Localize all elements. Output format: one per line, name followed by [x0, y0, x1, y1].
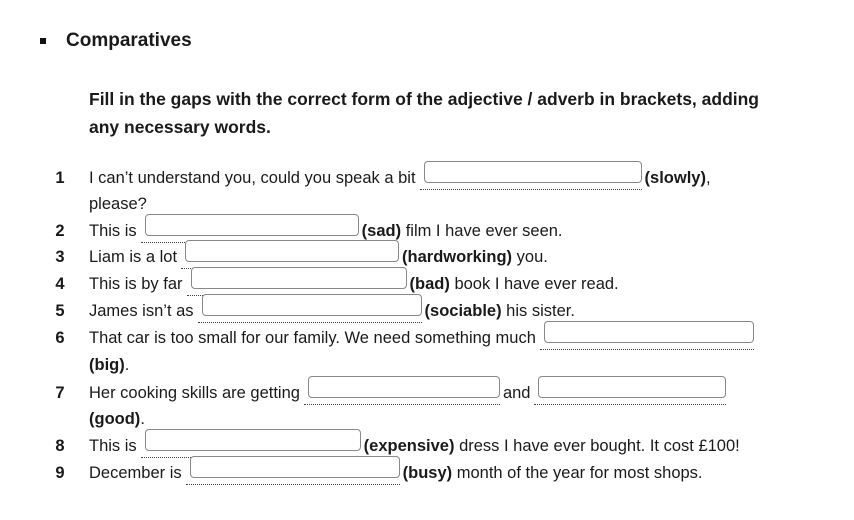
item-text-mid: and	[502, 384, 531, 402]
answer-gap	[186, 462, 400, 485]
answer-input-2[interactable]	[145, 214, 359, 236]
bullet-icon	[40, 38, 46, 44]
item-hint: (busy)	[402, 464, 453, 482]
item-number: 5	[55, 302, 65, 320]
item-number: 9	[55, 464, 65, 482]
answer-input-6[interactable]	[544, 321, 754, 343]
answer-gap	[198, 300, 422, 323]
answer-input-5[interactable]	[202, 294, 422, 316]
item-text: Her cooking skills are getting	[89, 384, 300, 402]
answer-input-1[interactable]	[424, 161, 642, 183]
answer-gap	[304, 382, 500, 405]
item-hint: (big)	[89, 356, 125, 374]
item-text-after: ,	[705, 169, 711, 187]
section-heading	[40, 30, 192, 52]
answer-gap	[420, 167, 642, 190]
answer-input-3[interactable]	[185, 240, 399, 262]
item-text: That car is too small for our family. We need something much	[89, 329, 536, 347]
item-number: 2	[55, 222, 65, 240]
item-number: 8	[55, 437, 65, 455]
item-hint: (sad)	[361, 222, 402, 240]
answer-gap	[540, 327, 754, 350]
item-number: 7	[55, 384, 65, 402]
item-number: 4	[55, 275, 65, 293]
item-text: This is	[89, 437, 137, 455]
section-title: Comparatives	[66, 30, 192, 51]
item-text-after: dress I have ever bought. It cost £100!	[459, 437, 740, 455]
answer-gap	[181, 246, 399, 269]
item-hint: (bad)	[409, 275, 450, 293]
item-number: 1	[55, 169, 65, 187]
item-text-after: book I have ever read.	[454, 275, 619, 293]
item-text: I can’t understand you, could you speak a bit	[89, 169, 416, 187]
answer-input-7a[interactable]	[308, 376, 500, 398]
item-text: Liam is a lot	[89, 248, 178, 266]
item-hint: (good)	[89, 410, 141, 428]
item-text-after: you.	[516, 248, 548, 266]
item-number: 6	[55, 329, 65, 347]
item-text-after: his sister.	[506, 302, 575, 320]
item-text-after: .	[140, 410, 145, 428]
item-text-after: month of the year for most shops.	[456, 464, 703, 482]
item-text: December is	[89, 464, 182, 482]
item-text: James isn’t as	[89, 302, 194, 320]
answer-input-7b[interactable]	[538, 376, 726, 398]
answer-input-4[interactable]	[191, 267, 407, 289]
item-text: This is by far	[89, 275, 183, 293]
answer-input-8[interactable]	[145, 429, 361, 451]
item-text-after: .	[124, 356, 130, 374]
item-hint: (expensive)	[363, 437, 455, 455]
item-hint: (hardworking)	[402, 248, 513, 266]
item-text-after: film I have ever seen.	[405, 222, 563, 240]
item-number: 3	[55, 248, 65, 266]
instructions: Fill in the gaps with the correct form of the adjective / adverb in brackets, adding any necessary words.	[89, 89, 759, 137]
answer-gap	[141, 435, 361, 458]
answer-input-9[interactable]	[190, 456, 400, 478]
answer-gap	[187, 273, 407, 296]
item-hint: (sociable)	[424, 302, 502, 320]
answer-gap	[534, 382, 726, 405]
item-text: This is	[89, 222, 137, 240]
item-text-continued: please?	[89, 195, 147, 213]
item-hint: (slowly)	[644, 169, 706, 187]
